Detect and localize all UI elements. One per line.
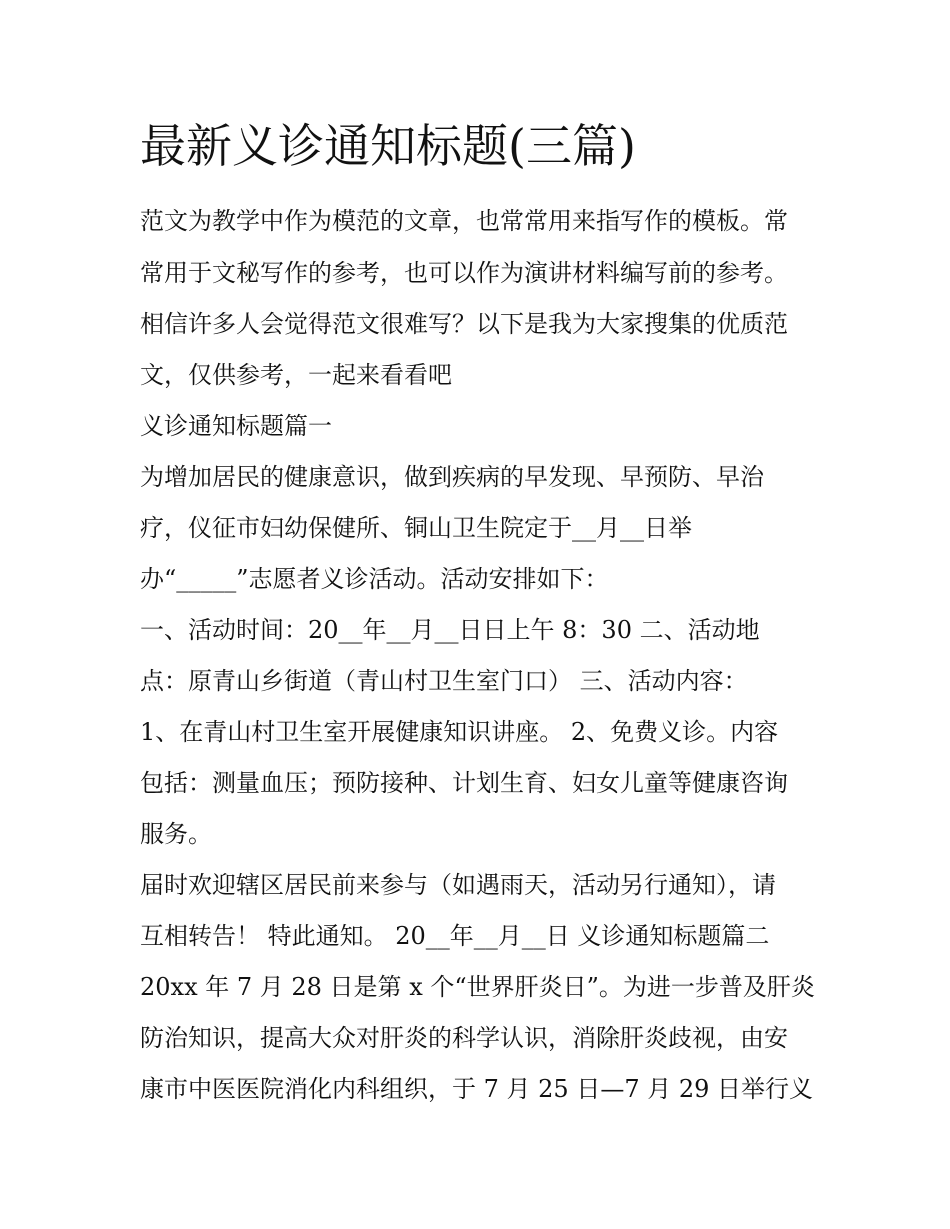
body-line-11: 1、在青山村卫生室开展健康知识讲座。 2、免费义诊。内容 [140, 718, 779, 746]
body-line-18: 康市中医医院消化内科组织，于 7 月 25 日—7 月 29 日举行义 [140, 1075, 814, 1103]
section-heading-1: 义诊通知标题篇一 [140, 412, 332, 440]
body-line-7: 疗，仪征市妇幼保健所、铜山卫生院定于__月__日举 [140, 514, 692, 542]
body-line-8: 办“_____”志愿者义诊活动。活动安排如下： [140, 565, 609, 593]
body-line-2: 常用于文秘写作的参考，也可以作为演讲材料编写前的参考。 [140, 259, 788, 287]
body-line-4: 文，仅供参考，一起来看看吧 [140, 361, 452, 389]
page-title: 最新义诊通知标题(三篇) [140, 119, 636, 173]
body-line-16: 20xx 年 7 月 28 日是第 x 个“世界肝炎日”。为进一步普及肝炎 [140, 973, 815, 1001]
body-line-1: 范文为教学中作为模范的文章，也常常用来指写作的模板。常 [140, 207, 788, 235]
body-line-3: 相信许多人会觉得范文很难写？以下是我为大家搜集的优质范 [140, 310, 788, 338]
body-line-13: 服务。 [140, 820, 212, 848]
body-line-12: 包括：测量血压；预防接种、计划生育、妇女儿童等健康咨询 [140, 769, 788, 797]
body-line-9: 一、活动时间：20__年__月__日日上午 8：30 二、活动地 [140, 616, 760, 644]
body-line-6: 为增加居民的健康意识，做到疾病的早发现、早预防、早治 [140, 463, 764, 491]
body-line-10: 点：原青山乡街道（青山村卫生室门口） 三、活动内容： [140, 667, 748, 695]
body-line-17: 防治知识，提高大众对肝炎的科学认识，消除肝炎歧视，由安 [140, 1024, 788, 1052]
body-line-15: 互相转告！ 特此通知。 20__年__月__日 义诊通知标题篇二 [140, 922, 770, 950]
body-line-14: 届时欢迎辖区居民前来参与（如遇雨天，活动另行通知），请 [140, 871, 776, 899]
